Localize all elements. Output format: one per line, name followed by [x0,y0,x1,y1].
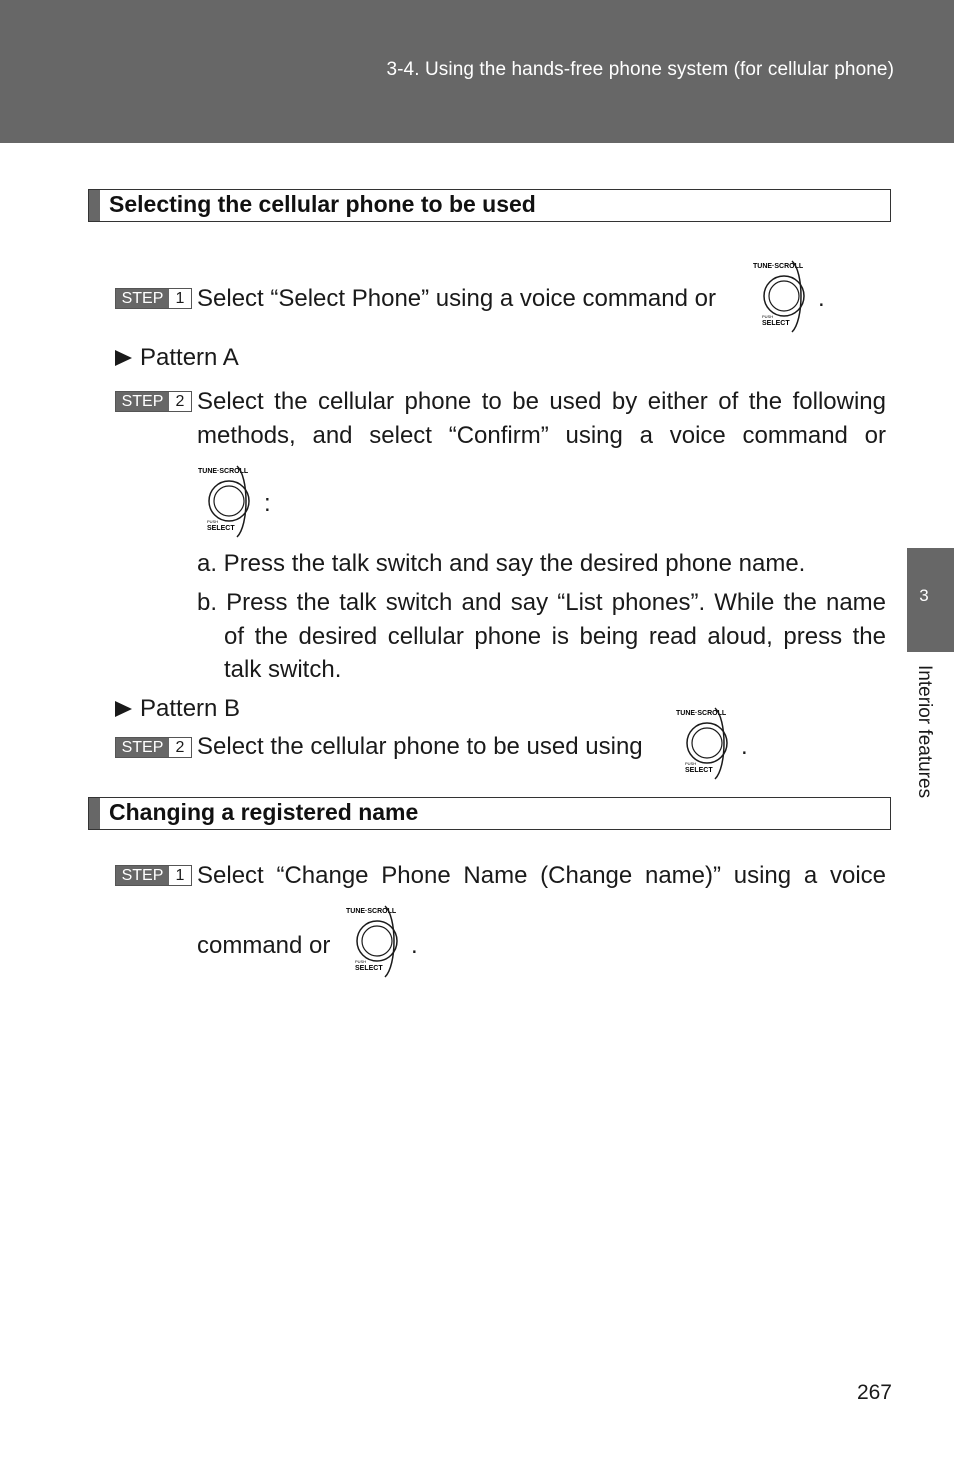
tune-scroll-knob-icon [675,705,739,785]
section-heading-changing-name [88,797,891,830]
list-item-b-line2: of the desired cellular phone is being read aloud, press the [224,623,886,650]
pattern-a-label [115,344,239,372]
chapter-title: 3-4. Using the hands-free phone system (for cellular phone) [386,59,894,80]
pattern-b-label [115,695,240,723]
svg-text:TUNE·SCROLL: TUNE·SCROLL [198,468,249,475]
page-number: 267 [856,1381,892,1404]
section-heading-text: Changing a registered name [109,799,419,825]
svg-text:TUNE·SCROLL: TUNE·SCROLL [753,263,804,270]
step-badge-change-1 [115,865,192,886]
svg-text:SELECT: SELECT [355,965,383,972]
list-item-b-line3: talk switch. [224,656,342,683]
step-badge-1 [115,288,192,309]
pattern-a-line1: Select the cellular phone to be used by either of the following [197,388,886,415]
triangle-bullet-icon [115,701,132,717]
step-badge-2b [115,737,192,758]
section-heading-text: Selecting the cellular phone to be used [109,191,536,217]
svg-text:SELECT: SELECT [762,320,790,327]
list-item-a: a. Press the talk switch and say the desired phone name. [197,550,806,577]
step-label: STEP [116,289,169,308]
step-badge-2a [115,391,192,412]
step-number: 1 [169,866,191,885]
svg-text:PUSH: PUSH [685,761,697,766]
triangle-bullet-icon [115,350,132,366]
header-bar [0,0,954,143]
pattern-b-text: Pattern B [140,695,241,722]
pattern-b-text-line: Select the cellular phone to be used using [197,733,643,760]
pattern-b-period: . [741,733,748,760]
step-number: 2 [169,738,191,757]
pattern-a-colon: : [264,490,271,517]
svg-text:TUNE·SCROLL: TUNE·SCROLL [346,908,397,915]
tune-scroll-knob-icon [752,258,816,338]
svg-text:PUSH: PUSH [355,959,367,964]
step1-period: . [818,285,825,312]
step-label: STEP [116,866,169,885]
change-name-line1: Select “Change Phone Name (Change name)” using a voice [197,862,886,889]
tune-scroll-knob-icon [345,903,409,983]
step-label: STEP [116,738,169,757]
chapter-side-label: Interior features [914,665,935,799]
step-number: 1 [169,289,191,308]
list-item-b-line1: b. Press the talk switch and say “List phones”. While the name [197,589,886,616]
pattern-a-line2: methods, and select “Confirm” using a voice command or [197,422,886,449]
section-heading-selecting-phone [88,189,891,222]
step1-text: Select “Select Phone” using a voice command or [197,285,716,312]
step-label: STEP [116,392,169,411]
tune-scroll-knob-icon [197,463,261,543]
step-number: 2 [169,392,191,411]
svg-text:PUSH: PUSH [207,519,219,524]
change-name-line2: command or [197,932,331,959]
heading-bar [89,190,100,221]
svg-text:PUSH: PUSH [762,314,774,319]
chapter-tab [907,548,954,652]
heading-bar [89,798,100,829]
chapter-number: 3 [919,586,929,605]
pattern-a-text: Pattern A [140,344,239,371]
svg-text:SELECT: SELECT [207,525,235,532]
change-name-period: . [411,932,418,959]
svg-text:TUNE·SCROLL: TUNE·SCROLL [676,710,727,717]
svg-text:SELECT: SELECT [685,767,713,774]
